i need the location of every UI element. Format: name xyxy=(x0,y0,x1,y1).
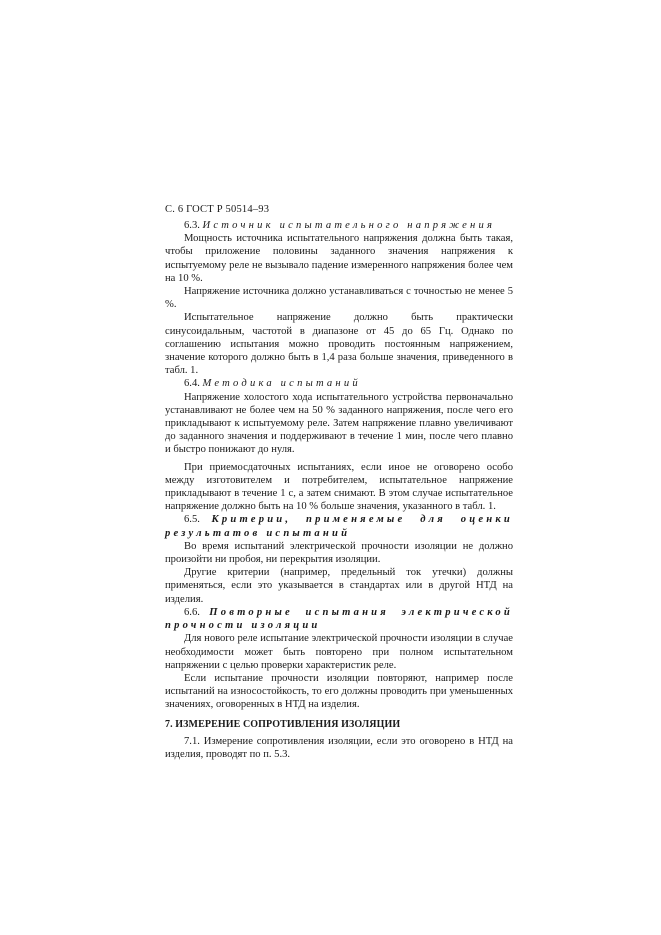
section-7-heading: 7. ИЗМЕРЕНИЕ СОПРОТИВЛЕНИЯ ИЗОЛЯЦИИ xyxy=(165,718,401,730)
section-6-4-heading xyxy=(165,377,513,390)
section-number: 6.4. xyxy=(184,378,200,390)
paragraph: Мощность источника испытательного напряжения должна быть такая, чтобы приложение половины заданного значения напряжения к испытуемому реле не вызывало падение измеренного напряжения более чем на 10 %. xyxy=(165,233,513,284)
section-title: Повторные испытания электрической прочности изоляции xyxy=(165,606,513,632)
paragraph: 7.1. Измерение сопротивления изоляции, если это оговорено в НТД на изделия, проводят по п. 5.3. xyxy=(165,735,513,760)
paragraph: Во время испытаний электрической прочности изоляции не должно произойти ни пробоя, ни перекрытия изоляции. xyxy=(165,540,513,566)
paragraph: Напряжение источника должно устанавливаться с точностью не менее 5 %. xyxy=(165,286,513,311)
paragraph: Для нового реле испытание электрической прочности изоляции в случае необходимости может быть повторено при полном испытательном напряжении с целью проверки характеристик реле. xyxy=(165,633,513,671)
paragraph: Испытательное напряжение должно быть практически синусоидальным, частотой в диапазоне от 45 до 65 Гц. Однако по соглашению испытания можно проводить постоянным напряжением, значение которого должно быть в 1,4 раза больше значения, приведенного в табл. 1. xyxy=(165,312,513,377)
section-6-5-heading xyxy=(165,513,513,539)
paragraph: Другие критерии (например, предельный ток утечки) должны применяться, если это указывается в стандартах или в другой НТД на изделия. xyxy=(165,567,513,605)
paragraph: При приемосдаточных испытаниях, если иное не оговорено особо между изготовителем и потребителем, испытательное напряжение прикладывают в течение 1 с, а затем снимают. В этом случае испытательное напряжение должно быть на 10 % больше значения, указанного в табл. 1. xyxy=(165,461,513,513)
section-6-3-heading xyxy=(165,219,513,232)
section-title: Источник испытательного напряжения xyxy=(202,220,496,231)
paragraph: Напряжение холостого хода испытательного устройства первоначально устанавливают не более чем на 50 % заданного напряжения, после чего его прикладывают к испытуемому реле. Затем напряжение плавно увеличивают до заданного значения и поддерживают в течение 1 мин, после чего плавно и быстро понижают до нуля. xyxy=(165,391,513,456)
section-6-6-heading xyxy=(165,606,513,632)
section-title: Критерии, применяемые для оценки результатов испытаний xyxy=(165,514,513,539)
section-number: 6.3. xyxy=(184,220,200,231)
section-number: 6.6. xyxy=(184,606,200,618)
paragraph: Если испытание прочности изоляции повторяют, например после испытаний на износостойкость, то его должны проводить при уменьшенных значениях, оговоренных в НТД на изделия. xyxy=(165,672,513,711)
section-title: Методика испытаний xyxy=(202,378,361,390)
section-number: 6.5. xyxy=(184,514,200,526)
document-body xyxy=(165,219,513,761)
running-header: С. 6 ГОСТ Р 50514–93 xyxy=(165,204,270,215)
